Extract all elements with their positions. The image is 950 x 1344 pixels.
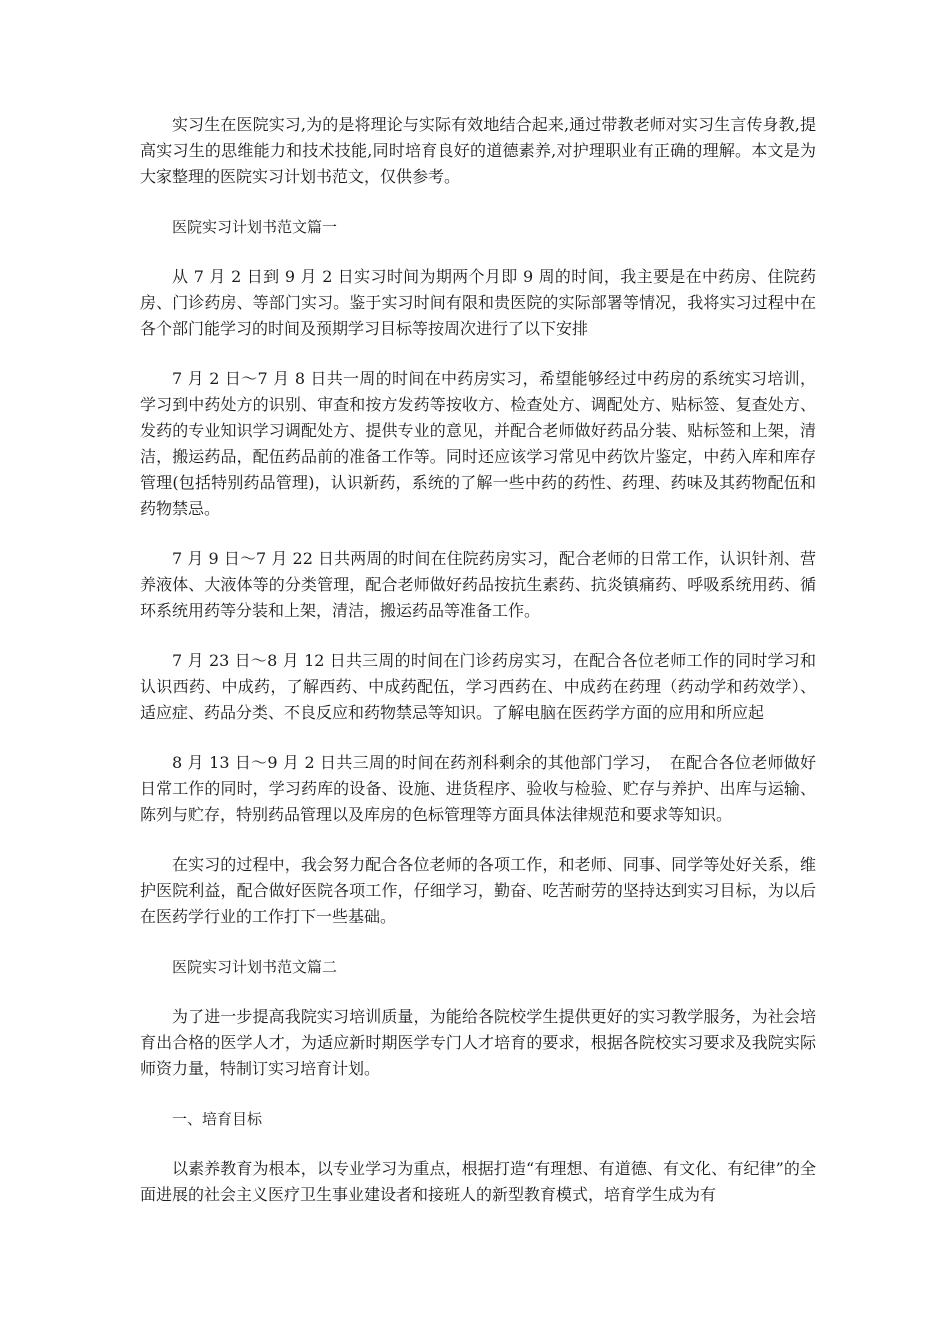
section1-paragraph-1: 从 7 月 2 日到 9 月 2 日实习时间为期两个月即 9 周的时间，我主要是在中药房、住院药房、门诊药房、等部门实习。鉴于实习时间有限和贵医院的实际部署等情况，我将实习过程中在各个部门能学习的时间及预期学习目标等按周次进行了以下安排	[140, 267, 816, 338]
section-title-2: 医院实习计划书范文篇二	[172, 958, 338, 976]
section2-paragraph-1: 为了进一步提高我院实习培训质量，为能给各院校学生提供更好的实习教学服务，为社会培育出合格的医学人才，为适应新时期医学专门人才培育的要求，根据各院校实习要求及我院实际师资力量，特制订实习培育计划。	[140, 1007, 816, 1078]
section1-paragraph-6: 在实习的过程中，我会努力配合各位老师的各项工作，和老师、同事、同学等处好关系，维护医院利益，配合做好医院各项工作，仔细学习，勤奋、吃苦耐劳的坚持达到实习目标，为以后在医药学行业的工作打下一些基础。	[140, 855, 816, 926]
document-page	[140, 112, 816, 1208]
section-title-1: 医院实习计划书范文篇一	[172, 218, 338, 236]
section2-paragraph-2: 以素养教育为根本，以专业学习为重点，根据打造“有理想、有道德、有文化、有纪律”的全面进展的社会主义医疗卫生事业建设者和接班人的新型教育模式，培育学生成为有	[140, 1159, 816, 1204]
intro-paragraph: 实习生在医院实习,为的是将理论与实际有效地结合起来,通过带教老师对实习生言传身教,提高实习生的思维能力和技术技能,同时培育良好的道德素养,对护理职业有正确的理解。本文是为大家整理的医院实习计划书范文，仅供参考。	[140, 115, 816, 186]
section1-paragraph-4: 7 月 23 日～8 月 12 日共三周的时间在门诊药房实习，在配合各位老师工作的同时学习和认识西药、中成药，了解西药、中成药配伍，学习西药在、中成药在药理（药动学和药效学）、适应症、药品分类、不良反应和药物禁忌等知识。了解电脑在医药学方面的应用和所应起	[140, 651, 816, 722]
section2-heading-1: 一、培育目标	[172, 1110, 263, 1128]
section1-paragraph-5: 8 月 13 日～9 月 2 日共三周的时间在药剂科剩余的其他部门学习， 在配合各位老师做好日常工作的同时，学习药库的设备、设施、进货程序、验收与检验、贮存与养护、出库与运输、陈列与贮存，特别药品管理以及库房的色标管理等方面具体法律规范和要求等知识。	[140, 753, 816, 824]
section1-paragraph-2: 7 月 2 日～7 月 8 日共一周的时间在中药房实习，希望能够经过中药房的系统实习培训，学习到中药处方的识别、审查和按方发药等按收方、检查处方、调配处方、贴标签、复查处方、发药的专业知识学习调配处方、提供专业的意见，并配合老师做好药品分装、贴标签和上架，清洁，搬运药品，配伍药品前的准备工作等。同时还应该学习常见中药饮片鉴定，中药入库和库存管理(包括特别药品管理)，认识新药，系统的了解一些中药的药性、药理、药味及其药物配伍和药物禁忌。	[140, 369, 816, 518]
section1-paragraph-3: 7 月 9 日～7 月 22 日共两周的时间在住院药房实习，配合老师的日常工作，认识针剂、营养液体、大液体等的分类管理，配合老师做好药品按抗生素药、抗炎镇痛药、呼吸系统用药、循环系统用药等分装和上架，清洁，搬运药品等准备工作。	[140, 549, 816, 620]
